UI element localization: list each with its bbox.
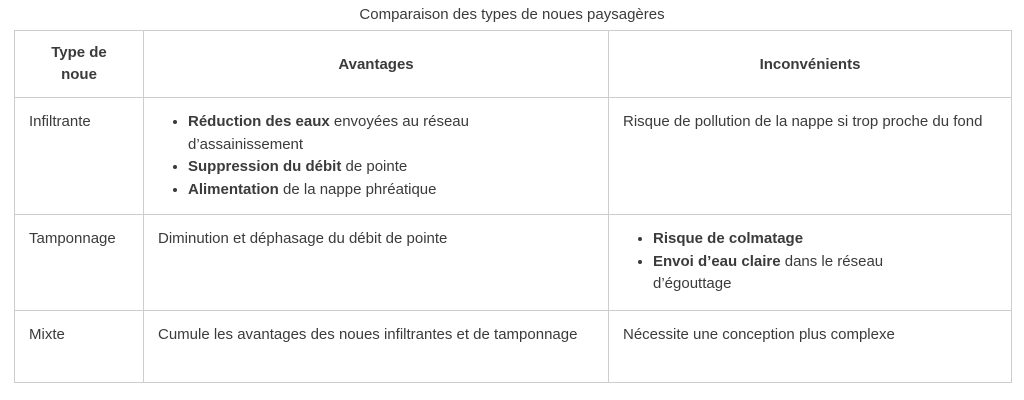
header-inconvenients: Inconvénients [609,31,1012,98]
bold-text-segment: Envoi d’eau claire [653,252,781,270]
cell-type-de-noue: Mixte [15,311,144,383]
cell-inconvenients: Risque de pollution de la nappe si trop proche du fond [609,98,1012,215]
bold-text-segment: Risque de colmatage [653,230,804,247]
comparison-table [14,30,1012,383]
bold-text-segment: Suppression du débit [188,158,342,175]
cell-avantages [144,98,609,215]
header-row [15,31,1012,98]
list-item [188,179,538,202]
table-body [15,98,1012,383]
table-row [15,311,1012,383]
cell-avantages: Diminution et déphasage du débit de pointe [144,215,609,311]
table-row [15,98,1012,215]
cell-inconvenients-list [623,228,953,296]
bold-text-segment: Alimentation [188,180,279,198]
table-row [15,215,1012,311]
text-segment: dans le réseau d’égouttage [653,252,884,292]
table-header [15,31,1012,98]
cell-avantages: Cumule les avantages des noues infiltrantes et de tamponnage [144,311,609,383]
cell-inconvenients: Nécessite une conception plus complexe [609,311,1012,383]
list-item [653,251,953,296]
list-item [653,228,953,251]
text-segment: de la nappe phréatique [278,180,437,198]
text-segment: de pointe [341,158,408,175]
list-item [188,156,538,179]
header-type-de-noue [15,31,144,98]
text-segment: envoyées au réseau d’assainissement [188,113,469,153]
cell-type-de-noue: Infiltrante [15,98,144,215]
list-item [188,111,538,156]
header-type-de-noue-label: Type de noue [51,44,107,83]
bold-text-segment: Réduction des eaux [188,113,330,130]
cell-type-de-noue: Tamponnage [15,215,144,311]
table-title: Comparaison des types de noues paysagères [359,6,665,23]
cell-inconvenients [609,215,1012,311]
cell-avantages-list [158,111,538,201]
header-avantages: Avantages [144,31,609,98]
